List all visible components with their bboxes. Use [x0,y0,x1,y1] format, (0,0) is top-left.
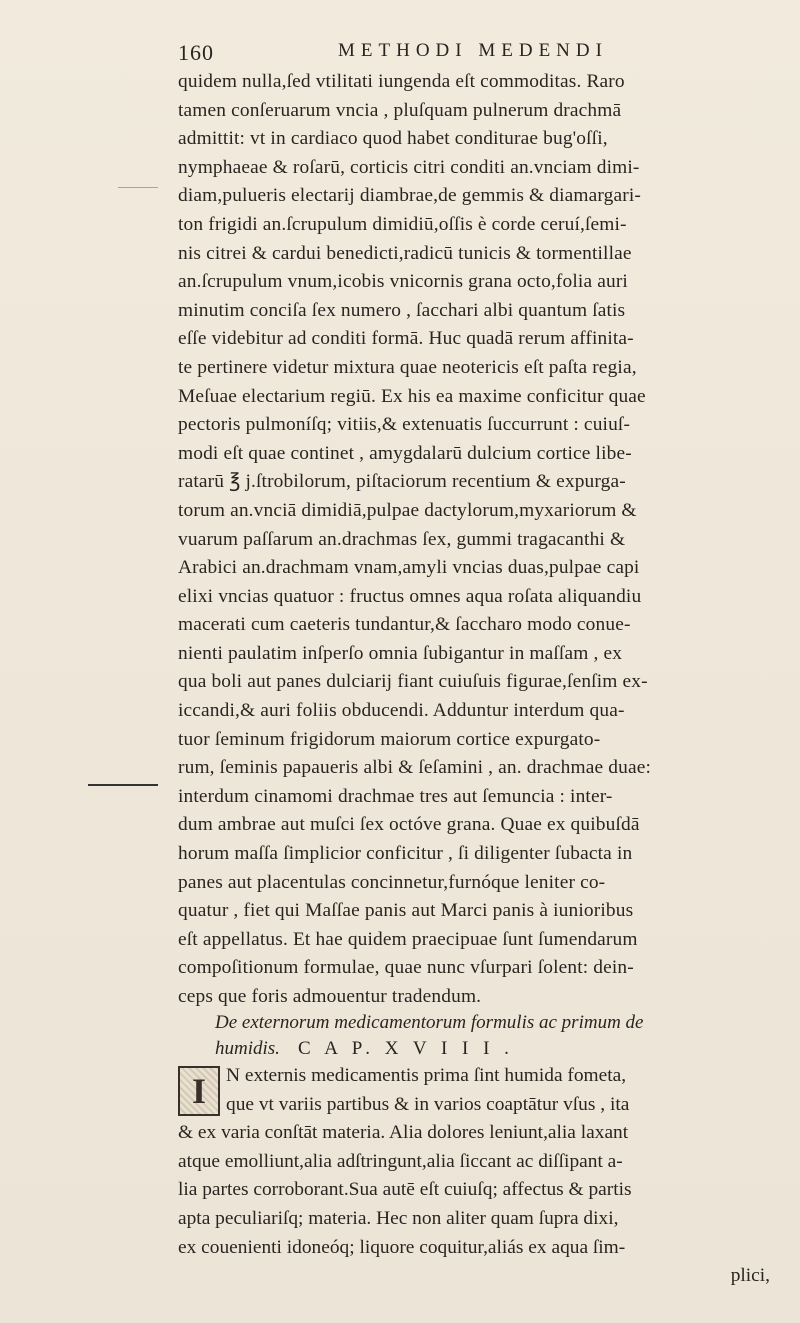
text-line: N externis medicamentis prima ſint humida fometa, [226,1065,627,1086]
chapter-heading [215,1010,775,1062]
text-line: ceps que foris admouentur tradendum. [178,986,482,1007]
text-line: ratarū ℥ j.ſtrobilorum, piſtaciorum recentium & expurga- [178,471,626,493]
text-line: torum an.vnciā dimidiā,pulpae dactylorum,myxariorum & [178,499,637,521]
text-line: te pertinere videtur mixtura quae neotericis eſt paſta regia, [178,356,637,378]
text-line: iccandi,& auri foliis obducendi. Adduntur interdum qua- [178,700,625,722]
text-line: tamen conſeruarum vncia , pluſquam pulnerum drachmā [178,99,622,121]
text-line: dum ambrae aut muſci ſex octóve grana. Quae ex quibuſdā [178,814,640,836]
text-line: qua boli aut panes dulciarij fiant cuiuſuis figurae,ſenſim ex- [178,671,648,693]
text-line: minutim conciſa ſex numero , ſacchari albi quantum ſatis [178,299,626,321]
text-line: & ex varia conſtāt materia. Alia dolores leniunt,alia laxant [178,1122,629,1144]
chapter-number: C A P. X V I I I . [297,1038,514,1059]
text-line: macerati cum caeteris tundantur,& ſaccharo modo conue- [178,614,631,636]
text-line: elixi vncias quatuor : fructus omnes aqua roſata aliquandiu [178,585,642,607]
text-line: modi eſt quae continet , amygdalarū dulcium cortice libe- [178,442,632,464]
text-line: nienti paulatim inſperſo omnia ſubigantur in maſſam , ex [178,642,623,664]
text-line: admittit: vt in cardiaco quod habet conditurae bug'oſſi, [178,128,608,150]
text-line: nymphaeae & roſarū, corticis citri conditi an.vnciam dimi- [178,156,640,178]
text-line: que vt variis partibus & in varios coaptātur vſus , ita [226,1093,630,1115]
text-line: nis citrei & cardui benedicti,radicū tunicis & tormentillae [178,242,632,264]
text-line: panes aut placentulas concinnetur,furnóque leniter co- [178,871,606,893]
text-line: an.ſcrupulum vnum,icobis vnicornis grana octo,folia auri [178,271,628,293]
text-line: pectoris pulmoníſq; vitiis,& extenuatis ſuccurrunt : cuiuſ- [178,414,631,436]
text-line: ex couenienti idoneóq; liquore coquitur,aliás ex aqua ſim- [178,1236,626,1258]
text-line: atque emolliunt,alia adſtringunt,alia ſiccant ac diſſipant a- [178,1150,623,1172]
last-word: plici, [730,1265,770,1287]
decorated-initial: I [178,1066,220,1116]
text-line: horum maſſa ſimplicior conficitur , ſi diligenter ſubacta in [178,843,633,865]
page-header [178,40,778,64]
text-line: diam,pulueris electarij diambrae,de gemmis & diamargari- [178,185,642,207]
text-line: quatur , fiet qui Maſſae panis aut Marci panis à iunioribus [178,900,634,922]
text-line: apta peculiariſq; materia. Hec non aliter quam ſupra dixi, [178,1207,619,1229]
chapter-title: De externorum medicamentorum formulis ac primum de [215,1012,644,1033]
text-line: vuarum paſſarum an.drachmas ſex, gummi tragacanthi & [178,528,626,550]
running-head: METHODI MEDENDI [338,40,608,61]
text-line: interdum cinamomi drachmae tres aut ſemuncia : inter- [178,785,613,807]
chapter-title-end: humidis. [215,1038,280,1059]
chapter-text [178,1062,782,1291]
body-text [178,68,782,1012]
text-line: rum, ſeminis papaueris albi & ſeſamini , an. drachmae duae: [178,757,651,779]
text-line: Meſuae electarium regiū. Ex his ea maxime conficitur quae [178,385,646,407]
chapter-title-continued [215,1036,775,1062]
page-number: 160 [178,40,214,65]
text-line: quidem nulla,ſed vtilitati iungenda eſt commoditas. Raro [178,71,625,92]
margin-mark [88,784,158,786]
margin-mark-top [118,187,158,188]
text-line: eſt appellatus. Et hae quidem praecipuae ſunt ſumendarum [178,928,638,950]
text-line: eſſe videbitur ad conditi formā. Huc quadā rerum affinita- [178,328,634,350]
text-line: tuor ſeminum frigidorum maiorum cortice expurgato- [178,728,601,750]
text-line: compoſitionum formulae, quae nunc vſurpari ſolent: dein- [178,957,634,979]
text-line: lia partes corroborant.Sua autē eſt cuiuſq; affectus & partis [178,1179,632,1201]
text-line: ton frigidi an.ſcrupulum dimidiū,oſſis è corde ceruí,ſemi- [178,213,627,235]
text-line: Arabici an.drachmam vnam,amyli vncias duas,pulpae capi [178,557,640,579]
